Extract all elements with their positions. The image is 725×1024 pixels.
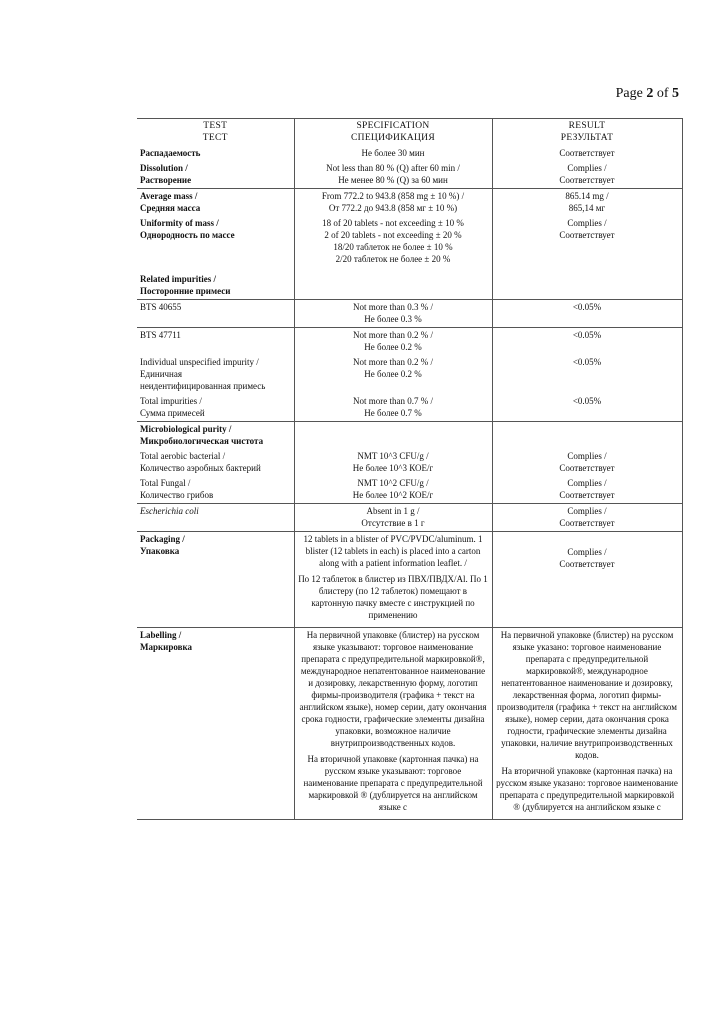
ecoli-result-en: Complies /	[567, 506, 607, 516]
micro-test	[137, 422, 294, 450]
labelling-test-en: Labelling /	[140, 630, 182, 640]
related-test-ru: Посторонние примеси	[140, 286, 231, 296]
page-prefix: Page	[615, 86, 647, 101]
table-row	[137, 216, 682, 267]
aerobic-spec-en: NMT 10^3 CFU/g /	[357, 451, 429, 461]
labelling-test-ru: Маркировка	[140, 642, 193, 652]
packaging-spec-ru: По 12 таблеток в блистер из ПВХ/ПВДХ/Al. По 1 блистеру (по 12 таблеток) помещают в картонную пачку вместе с инструкцией по применению	[298, 574, 488, 620]
header-test-en: TEST	[203, 121, 228, 131]
aerobic-test	[137, 449, 294, 476]
micro-spec	[294, 422, 492, 450]
ecoli-spec	[294, 504, 492, 532]
dissolution-spec	[294, 161, 492, 189]
ecoli-test: Escherichia coli	[137, 504, 294, 532]
table-row	[137, 267, 682, 300]
dissolution-test-ru: Растворение	[140, 175, 192, 185]
micro-result	[492, 422, 682, 450]
fungal-result-en: Complies /	[567, 478, 607, 488]
total-spec	[294, 394, 492, 422]
table-row	[137, 300, 682, 328]
uniformity-spec-1: 18 of 20 tablets - not exceeding ± 10 %	[322, 218, 464, 228]
table-row	[137, 355, 682, 394]
table-row	[137, 532, 682, 628]
dissolution-spec-en: Not less than 80 % (Q) after 60 min /	[326, 163, 460, 173]
total-test	[137, 394, 294, 422]
labelling-spec-p1: На первичной упаковке (блистер) на русском языке указывают: торговое наименование препарата с предупредительной маркировкой®, международное непатентованное наименование и дозировку, лекарственную форму, логотип фирмы-производителя (графика + текст на английском языке), номер серии, дату окончания срока годности, графические элементы дизайна упаковки, возможное наличие внутрипроизводственных кодов.	[299, 630, 487, 748]
uniformity-test-en: Uniformity of mass /	[140, 218, 219, 228]
dissolution-test	[137, 161, 294, 189]
bts40655-spec	[294, 300, 492, 328]
bts40655-spec-ru: Не более 0.3 %	[364, 314, 422, 324]
header-result-ru: РЕЗУЛЬТАТ	[560, 133, 614, 143]
packaging-result-en: Complies /	[567, 547, 607, 557]
page-number	[616, 86, 679, 102]
total-test-en: Total impurities /	[140, 396, 202, 406]
disintegration-test: Распадаемость	[140, 148, 201, 158]
page-sep: of	[653, 86, 672, 101]
packaging-spec	[294, 532, 492, 628]
ecoli-result-ru: Соответствует	[559, 518, 615, 528]
fungal-test	[137, 476, 294, 504]
total-spec-en: Not more than 0.7 % /	[353, 396, 433, 406]
packaging-spec-en: 12 tablets in a blister of PVC/PVDC/aluminum. 1 blister (12 tablets in each) is placed into a carton along with a patient information leaflet. /	[303, 534, 483, 568]
individual-test-ru-2: неидентифицированная примесь	[140, 381, 266, 391]
average-mass-spec-en: From 772.2 to 943.8 (858 mg ± 10 %) /	[321, 191, 465, 201]
fungal-result-ru: Соответствует	[559, 490, 615, 500]
average-mass-result-ru: 865,14 мг	[568, 203, 606, 213]
table-row	[137, 328, 682, 356]
labelling-test	[137, 628, 294, 820]
total-test-ru: Сумма примесей	[140, 408, 205, 418]
individual-result: <0.05%	[492, 355, 682, 394]
dissolution-test-en: Dissolution /	[140, 163, 188, 173]
individual-test	[137, 355, 294, 394]
average-mass-test	[137, 189, 294, 217]
related-test-en: Related impurities /	[140, 274, 216, 284]
labelling-result	[492, 628, 682, 820]
individual-spec-ru: Не более 0.2 %	[364, 369, 422, 379]
aerobic-result	[492, 449, 682, 476]
bts40655-test: BTS 40655	[137, 300, 294, 328]
bts47711-test: BTS 47711	[137, 328, 294, 356]
disintegration-result: Соответствует	[492, 146, 682, 161]
table-row	[137, 476, 682, 504]
header-test-ru: ТЕСТ	[202, 133, 228, 143]
uniformity-spec	[294, 216, 492, 267]
labelling-spec	[294, 628, 492, 820]
dissolution-spec-ru: Не менее 80 % (Q) за 60 мин	[338, 175, 448, 185]
ecoli-spec-ru: Отсутствие в 1 г	[361, 518, 425, 528]
table-row	[137, 449, 682, 476]
packaging-test-ru: Упаковка	[140, 546, 180, 556]
table-row	[137, 422, 682, 450]
ecoli-spec-en: Absent in 1 g /	[366, 506, 420, 516]
total-result: <0.05%	[492, 394, 682, 422]
uniformity-test	[137, 216, 294, 267]
individual-spec	[294, 355, 492, 394]
table-row	[137, 394, 682, 422]
micro-test-en: Microbiological purity /	[140, 424, 232, 434]
table-row	[137, 504, 682, 532]
bts47711-result: <0.05%	[492, 328, 682, 356]
bts40655-spec-en: Not more than 0.3 % /	[353, 302, 433, 312]
individual-test-en: Individual unspecified impurity /	[140, 357, 259, 367]
header-spec	[294, 119, 492, 147]
packaging-result-ru: Соответствует	[559, 559, 615, 569]
dissolution-result-ru: Соответствует	[559, 175, 615, 185]
ecoli-result	[492, 504, 682, 532]
total-spec-ru: Не более 0.7 %	[364, 408, 422, 418]
uniformity-spec-4: 2/20 таблеток не более ± 20 %	[335, 254, 451, 264]
average-mass-result	[492, 189, 682, 217]
page-total: 5	[672, 86, 679, 101]
specification-table	[137, 118, 683, 820]
labelling-result-p1: На первичной упаковке (блистер) на русском языке указано: торговое наименование препарата с предупредительной маркировкой®, международное непатентованное наименование и дозировку, лекарственная форма, логотип фирмы-производителя (графика + текст на английском языке), номер серии, дата окончания срока годности, графические элементы дизайна упаковки, наличие внутрипроизводственных кодов.	[497, 630, 677, 760]
fungal-spec	[294, 476, 492, 504]
dissolution-result	[492, 161, 682, 189]
table-row	[137, 146, 682, 161]
average-mass-test-en: Average mass /	[140, 191, 198, 201]
labelling-spec-p2: На вторичной упаковке (картонная пачка) на русском языке указывают: торговое наименование препарата с предупредительной маркировкой ® (дублируется на английском языке с	[303, 754, 483, 812]
related-spec	[294, 267, 492, 300]
micro-test-ru: Микробиологическая чистота	[140, 436, 264, 446]
bts47711-spec-ru: Не более 0.2 %	[364, 342, 422, 352]
labelling-result-p2: На вторичной упаковке (картонная пачка) на русском языке указано: торговое наименование препарата с предупредительной маркировкой ® (дублируется на английском языке с	[496, 766, 678, 812]
aerobic-test-en: Total aerobic bacterial /	[140, 451, 226, 461]
fungal-spec-en: NMT 10^2 CFU/g /	[357, 478, 429, 488]
packaging-result	[492, 532, 682, 628]
disintegration-spec: Не более 30 мин	[294, 146, 492, 161]
table-row	[137, 189, 682, 217]
bts40655-result: <0.05%	[492, 300, 682, 328]
header-test	[137, 119, 294, 147]
fungal-spec-ru: Не более 10^2 КОЕ/г	[352, 490, 434, 500]
table-row	[137, 161, 682, 189]
fungal-test-ru: Количество грибов	[140, 490, 214, 500]
average-mass-spec-ru: От 772.2 до 943.8 (858 мг ± 10 %)	[328, 203, 458, 213]
related-result	[492, 267, 682, 300]
individual-spec-en: Not more than 0.2 % /	[353, 357, 433, 367]
table-header	[137, 119, 682, 147]
average-mass-spec	[294, 189, 492, 217]
uniformity-result-en: Complies /	[567, 218, 607, 228]
dissolution-result-en: Complies /	[567, 163, 607, 173]
uniformity-test-ru: Однородность по массе	[140, 230, 235, 240]
uniformity-result-ru: Соответствует	[559, 230, 615, 240]
page-current: 2	[646, 86, 654, 101]
aerobic-spec-ru: Не более 10^3 КОЕ/г	[352, 463, 434, 473]
packaging-test	[137, 532, 294, 628]
individual-test-ru-1: Единичная	[140, 369, 183, 379]
header-result	[492, 119, 682, 147]
table-row	[137, 628, 682, 820]
aerobic-result-en: Complies /	[567, 451, 607, 461]
aerobic-result-ru: Соответствует	[559, 463, 615, 473]
header-result-en: RESULT	[568, 121, 606, 131]
bts47711-spec	[294, 328, 492, 356]
average-mass-result-en: 865.14 mg /	[565, 191, 609, 201]
related-test	[137, 267, 294, 300]
uniformity-spec-3: 18/20 таблеток не более ± 10 %	[333, 242, 453, 252]
aerobic-test-ru: Количество аэробных бактерий	[140, 463, 261, 473]
header-spec-ru: СПЕЦИФИКАЦИЯ	[351, 133, 435, 143]
bts47711-spec-en: Not more than 0.2 % /	[353, 330, 433, 340]
header-spec-en: SPECIFICATION	[356, 121, 430, 131]
packaging-test-en: Packaging /	[140, 534, 185, 544]
average-mass-test-ru: Средняя масса	[140, 203, 201, 213]
fungal-result	[492, 476, 682, 504]
uniformity-spec-2: 2 of 20 tablets - not exceeding ± 20 %	[324, 230, 462, 240]
fungal-test-en: Total Fungal /	[140, 478, 191, 488]
aerobic-spec	[294, 449, 492, 476]
uniformity-result	[492, 216, 682, 267]
